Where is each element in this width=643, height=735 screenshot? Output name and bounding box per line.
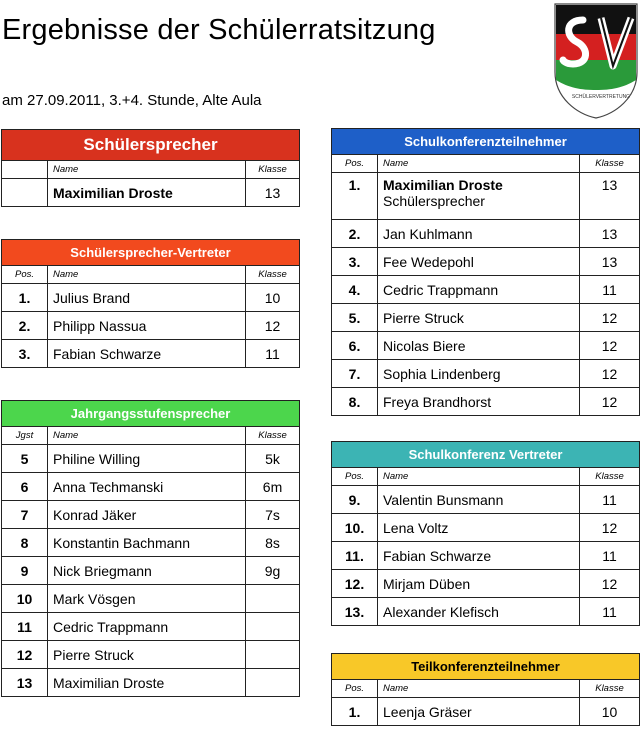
row-name: Sophia Lindenberg: [378, 360, 580, 388]
row-name: Philipp Nassua: [48, 312, 246, 340]
row-pos: 8.: [332, 388, 378, 416]
row-pos: 7.: [332, 360, 378, 388]
row-klasse: 5k: [246, 445, 300, 473]
table-row: [2, 473, 300, 501]
row-name: Mirjam Düben: [378, 570, 580, 598]
schuelersprecher-header: Schülersprecher: [2, 130, 300, 161]
row-klasse: 11: [246, 340, 300, 368]
row-pos: 11.: [332, 542, 378, 570]
row-klasse: 12: [580, 388, 640, 416]
row-klasse: 10: [580, 698, 640, 726]
table-header: [332, 654, 640, 680]
col-klasse-header: Klasse: [580, 468, 640, 486]
table-row: [332, 248, 640, 276]
table-row: [2, 669, 300, 697]
row-klasse: 13: [580, 173, 640, 220]
row-pos: 2.: [332, 220, 378, 248]
row-klasse: 11: [580, 276, 640, 304]
row-name: Nick Briegmann: [48, 557, 246, 585]
row-pos: 7: [2, 501, 48, 529]
column-header-row: [332, 680, 640, 698]
row-klasse: [246, 669, 300, 697]
row-name: Leenja Gräser: [378, 698, 580, 726]
col-klasse-header: Klasse: [246, 427, 300, 445]
table-row: [2, 557, 300, 585]
table-row: [2, 445, 300, 473]
col-name-header: Name: [48, 266, 246, 284]
row-name: Cedric Trappmann: [48, 613, 246, 641]
row-name: Konrad Jäker: [48, 501, 246, 529]
row-pos: 4.: [332, 276, 378, 304]
table-header: [332, 442, 640, 468]
row-name: Nicolas Biere: [378, 332, 580, 360]
row-klasse: 10: [246, 284, 300, 312]
row-klasse: 12: [246, 312, 300, 340]
table-header: [2, 240, 300, 266]
table-row: [332, 486, 640, 514]
row-klasse: 12: [580, 332, 640, 360]
row-pos: 6.: [332, 332, 378, 360]
table-row: [332, 388, 640, 416]
row-klasse: 12: [580, 514, 640, 542]
row-pos: 1.: [332, 173, 378, 220]
table-row: [332, 360, 640, 388]
row-name: Valentin Bunsmann: [378, 486, 580, 514]
table-row: [332, 570, 640, 598]
column-header-row: [2, 427, 300, 445]
row-pos: 1.: [332, 698, 378, 726]
row-name: Freya Brandhorst: [378, 388, 580, 416]
row-klasse: 11: [580, 542, 640, 570]
row-pos: 11: [2, 613, 48, 641]
row-klasse: 12: [580, 360, 640, 388]
table-row: [2, 340, 300, 368]
row-klasse: 11: [580, 486, 640, 514]
row-name: Lena Voltz: [378, 514, 580, 542]
table-row: [2, 179, 300, 207]
table-row: [332, 276, 640, 304]
table-row: [332, 304, 640, 332]
konferenz-header: Schulkonferenzteilnehmer: [332, 129, 640, 155]
teilkonferenz-table: [331, 653, 640, 726]
row-name: Jan Kuhlmann: [378, 220, 580, 248]
col-pos-header: Pos.: [2, 266, 48, 284]
row-klasse: 12: [580, 570, 640, 598]
table-row: [332, 698, 640, 726]
row-name: Fabian Schwarze: [378, 542, 580, 570]
col-name-header: Name: [378, 468, 580, 486]
col-klasse-header: Klasse: [246, 161, 300, 179]
row-pos: 6: [2, 473, 48, 501]
row-name: Fabian Schwarze: [48, 340, 246, 368]
row-name: Philine Willing: [48, 445, 246, 473]
schuelersprecher-table: [1, 129, 300, 207]
row-klasse: 8s: [246, 529, 300, 557]
sv-logo: [553, 2, 639, 120]
column-header-row: [332, 155, 640, 173]
table-row: [2, 641, 300, 669]
row-name-text: Maximilian Droste: [383, 177, 503, 193]
row-pos: 12.: [332, 570, 378, 598]
jahrgang-table: [1, 400, 300, 697]
row-pos: 3.: [332, 248, 378, 276]
col-pos-header: Pos.: [332, 155, 378, 173]
column-header-row: [332, 468, 640, 486]
row-klasse: 11: [580, 598, 640, 626]
col-pos-header: Pos.: [332, 468, 378, 486]
row-name: Anna Techmanski: [48, 473, 246, 501]
row-role-text: Schülersprecher: [383, 193, 485, 209]
vertreter-table: [1, 239, 300, 368]
row-pos: 1.: [2, 284, 48, 312]
sprecher-klasse: 13: [246, 179, 300, 207]
row-name: Alexander Klefisch: [378, 598, 580, 626]
sprecher-name: Maximilian Droste: [48, 179, 246, 207]
row-pos: 5.: [332, 304, 378, 332]
column-header-row: [2, 266, 300, 284]
col-name-header: Name: [48, 427, 246, 445]
table-row: [332, 542, 640, 570]
row-pos: 8: [2, 529, 48, 557]
row-pos: 9.: [332, 486, 378, 514]
page-subtitle: am 27.09.2011, 3.+4. Stunde, Alte Aula: [2, 92, 262, 109]
row-pos: 12: [2, 641, 48, 669]
row-name: Maximilian Droste: [48, 669, 246, 697]
konfvertreter-header: Schulkonferenz Vertreter: [332, 442, 640, 468]
col-name-header: Name: [48, 161, 246, 179]
col-name-header: Name: [378, 680, 580, 698]
table-row: [2, 501, 300, 529]
row-name: [378, 173, 580, 220]
row-name: Konstantin Bachmann: [48, 529, 246, 557]
table-row: [332, 514, 640, 542]
row-klasse: 12: [580, 304, 640, 332]
col-pos-header: Jgst: [2, 427, 48, 445]
page-title: Ergebnisse der Schülerratsitzung: [2, 14, 436, 46]
row-klasse: [246, 613, 300, 641]
row-pos: 5: [2, 445, 48, 473]
row-name: Mark Vösgen: [48, 585, 246, 613]
row-name: Pierre Struck: [48, 641, 246, 669]
row-pos: 13.: [332, 598, 378, 626]
logo-ring-text: SCHÜLERVERTRETUNG: [571, 94, 631, 100]
row-klasse: 13: [580, 220, 640, 248]
row-name: Cedric Trappmann: [378, 276, 580, 304]
col-klasse-header: Klasse: [580, 680, 640, 698]
row-klasse: [246, 641, 300, 669]
row-klasse: 13: [580, 248, 640, 276]
row-pos: 10.: [332, 514, 378, 542]
column-header-row: [2, 161, 300, 179]
col-klasse-header: Klasse: [580, 155, 640, 173]
table-row: [2, 529, 300, 557]
table-row: [332, 220, 640, 248]
table-header: [2, 401, 300, 427]
jahrgang-header: Jahrgangsstufensprecher: [2, 401, 300, 427]
row-klasse: 7s: [246, 501, 300, 529]
row-name: Julius Brand: [48, 284, 246, 312]
col-klasse-header: Klasse: [246, 266, 300, 284]
col-pos-header: Pos.: [332, 680, 378, 698]
table-row: [2, 284, 300, 312]
row-pos: 9: [2, 557, 48, 585]
col-name-header: Name: [378, 155, 580, 173]
table-header: [2, 130, 300, 161]
row-pos: 13: [2, 669, 48, 697]
table-row: [332, 598, 640, 626]
teilkonferenz-header: Teilkonferenzteilnehmer: [332, 654, 640, 680]
row-name: Pierre Struck: [378, 304, 580, 332]
table-row: [2, 613, 300, 641]
row-klasse: [246, 585, 300, 613]
row-pos: 3.: [2, 340, 48, 368]
schulkonferenz-vertreter-table: [331, 441, 640, 626]
table-row: [332, 173, 640, 220]
table-row: [2, 312, 300, 340]
table-row: [332, 332, 640, 360]
vertreter-header: Schülersprecher-Vertreter: [2, 240, 300, 266]
table-row: [2, 585, 300, 613]
schulkonferenz-table: [331, 128, 640, 416]
row-klasse: 6m: [246, 473, 300, 501]
table-header: [332, 129, 640, 155]
row-name: Fee Wedepohl: [378, 248, 580, 276]
row-klasse: 9g: [246, 557, 300, 585]
row-pos: 2.: [2, 312, 48, 340]
row-pos: 10: [2, 585, 48, 613]
